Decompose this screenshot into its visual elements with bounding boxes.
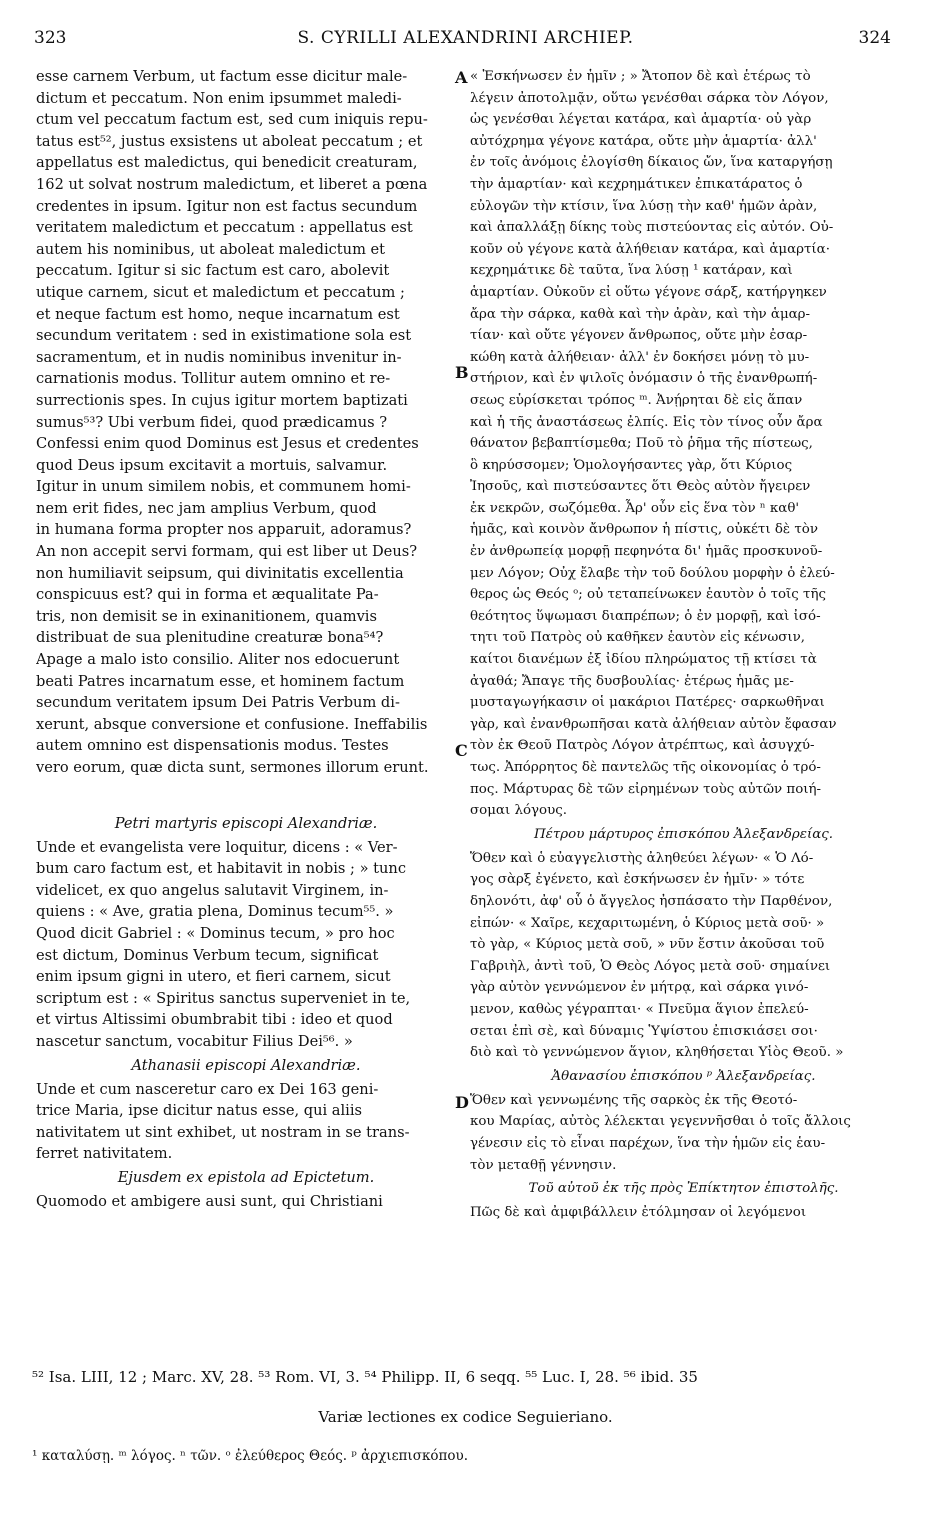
latin-line: trice Maria, ipse dicitur natus esse, qui aliis xyxy=(36,1102,362,1120)
greek-line: λέγειν ἀποτολμᾷν, οὕτω γενέσθαι σάρκα τὸν Λόγον, xyxy=(470,90,829,106)
latin-line: credentes in ipsum. Igitur non est factus secundum xyxy=(36,197,418,215)
greek-heading-epikteton: Τοῦ αὐτοῦ ἐκ τῆς πρὸς Ἐπίκτητον ἐπιστολῆς. xyxy=(528,1181,839,1197)
latin-line: tatus est⁵², justus exsistens ut aboleat peccatum ; et xyxy=(36,132,423,150)
latin-line: 162 ut solvat nostrum maledictum, et liberet a pœna xyxy=(36,175,428,193)
greek-line: τὸν μεταθῇ γέννησιν. xyxy=(470,1157,617,1173)
latin-line: distribuat de sua plenitudine creaturæ bona⁵⁴? xyxy=(36,629,384,647)
latin-line: Unde et evangelista vere loquitur, dicens : « Ver- xyxy=(36,838,398,856)
latin-line: in humana forma propter nos apparuit, adoramus? xyxy=(36,521,412,539)
running-title: S. CYRILLI ALEXANDRINI ARCHIEP. xyxy=(297,28,634,48)
greek-line: κώθη κατὰ ἀλήθειαν· ἀλλ' ἐν δοκήσει μόνῃ τὸ μυ- xyxy=(470,349,810,365)
footnotes: ⁵² Isa. LIII, 12 ; Marc. XV, 28. ⁵³ Rom. VI, 3. ⁵⁴ Philipp. II, 6 seqq. ⁵⁵ Luc. I, 28. ⁵⁶ ibid. 35 xyxy=(32,1368,698,1386)
greek-line: γὰρ αὐτὸν γεννώμενον ἐν μήτρᾳ, καὶ σάρκα γινό- xyxy=(470,980,809,996)
latin-line: surrectionis spes. In cujus igitur mortem baptizati xyxy=(36,391,408,409)
latin-block-3 xyxy=(36,1079,456,1165)
greek-line: τως. Ἀπόρρητος δὲ παντελῶς τῆς οἰκονομίας ὁ τρό- xyxy=(470,760,821,775)
latin-line: Quod dicit Gabriel : « Dominus tecum, » pro hoc xyxy=(36,924,395,942)
latin-line: bum caro factum est, et habitavit in nobis ; » tunc xyxy=(36,860,406,878)
latin-block-1 xyxy=(36,66,456,779)
latin-line: autem omnino est dispensationis modus. Testes xyxy=(36,737,389,755)
latin-line: An non accepit servi formam, qui est liber ut Deus? xyxy=(36,543,418,561)
greek-line: γος σὰρξ ἐγένετο, καὶ ἐσκήνωσεν ἐν ἡμῖν· » τότε xyxy=(470,872,805,888)
margin-letter-b: B xyxy=(455,363,469,382)
greek-line: θερος ὡς Θεός ᵒ; οὐ τεταπείνωκεν ἑαυτὸν ὁ τοῖς τῆς xyxy=(470,587,826,603)
greek-line: ὃ κηρύσσομεν; Ὁμολογήσαντες γὰρ, ὅτι Κύριος xyxy=(470,457,793,473)
greek-line: τίαν· καὶ οὔτε γέγονεν ἄνθρωπος, οὔτε μὴν ἐσαρ- xyxy=(470,328,808,344)
greek-line: θεότητος ὕψωμασι διαπρέπων; ὁ ἐν μορφῇ, καὶ ἰσό- xyxy=(470,608,821,624)
latin-line: Unde et cum nasceretur caro ex Dei 163 geni- xyxy=(36,1080,379,1098)
latin-line: nascetur sanctum, vocabitur Filius Dei⁵⁶. » xyxy=(36,1032,353,1050)
greek-line: ἐν τοῖς ἀνόμοις ἐλογίσθη δίκαιος ὤν, ἵνα καταργήσῃ xyxy=(470,155,833,171)
greek-block-1 xyxy=(470,66,897,822)
latin-line: et neque factum est homo, neque incarnatum est xyxy=(36,305,400,323)
latin-line: sumus⁵³? Ubi verbum fidei, quod prædicamus ? xyxy=(36,413,388,431)
latin-block-2 xyxy=(36,837,456,1053)
latin-line: non humiliavit seipsum, qui divinitatis excellentia xyxy=(36,564,404,582)
greek-line: θάνατον βεβαπτίσμεθα; Ποῦ τὸ ῥῆμα τῆς πίστεως, xyxy=(470,436,813,452)
latin-line: peccatum. Igitur si sic factum est caro, abolevit xyxy=(36,262,390,280)
latin-line: quiens : « Ave, gratia plena, Dominus tecum⁵⁵. » xyxy=(36,903,394,921)
running-header xyxy=(0,28,931,54)
greek-line: διὸ καὶ τὸ γεννώμενον ἅγιον, κληθήσεται Υἱὸς Θεοῦ. » xyxy=(470,1045,844,1061)
greek-line: ἀγαθά; Ἄπαγε τῆς δυσβουλίας· ἑτέρως ἡμᾶς με- xyxy=(470,673,794,689)
page-number-right: 324 xyxy=(858,28,891,48)
greek-line: μεν Λόγον; Οὐχ ἔλαβε τὴν τοῦ δούλου μορφὴν ὁ ἐλεύ- xyxy=(470,565,835,581)
variae-title: Variæ lectiones ex codice Seguieriano. xyxy=(318,1408,613,1426)
variae-lectiones: ¹ καταλύσῃ. ᵐ λόγος. ⁿ τῶν. ᵒ ἐλεύθερος Θεός. ᵖ ἀρχιεπισκόπου. xyxy=(32,1448,469,1464)
latin-line: nem erit fides, nec jam amplius Verbum, quod xyxy=(36,499,377,517)
margin-letter-c: C xyxy=(455,741,468,760)
latin-line: ferret nativitatem. xyxy=(36,1145,173,1163)
greek-line: δηλονότι, ἀφ' οὗ ὁ ἄγγελος ἠσπάσατο τὴν Παρθένον, xyxy=(470,893,833,909)
latin-line: Quomodo et ambigere ausi sunt, qui Christiani xyxy=(36,1192,383,1210)
greek-line: Πῶς δὲ καὶ ἀμφιβάλλειν ἐτόλμησαν οἱ λεγόμενοι xyxy=(470,1205,807,1221)
greek-line: « Ἐσκήνωσεν ἐν ἡμῖν ; » Ἄτοπον δὲ καὶ ἑτέρως τὸ xyxy=(470,69,811,84)
latin-line: scriptum est : « Spiritus sanctus superveniet in te, xyxy=(36,989,411,1007)
greek-heading-petrou: Πέτρου μάρτυρος ἐπισκόπου Ἀλεξανδρείας. xyxy=(533,826,833,842)
greek-line: καὶ ἡ τῆς ἀναστάσεως ἐλπίς. Εἰς τὸν τίνος οὖν ἄρα xyxy=(470,414,823,430)
latin-heading-epictetum: Ejusdem ex epistola ad Epictetum. xyxy=(117,1168,375,1186)
greek-block-4 xyxy=(470,1202,897,1224)
latin-line: est dictum, Dominus Verbum tecum, significat xyxy=(36,946,379,964)
greek-line: καίτοι διανέμων ἐξ ἰδίου πληρώματος τῇ κτίσει τὰ xyxy=(470,652,817,668)
margin-letter-a: A xyxy=(455,68,468,87)
greek-line: κου Μαρίας, αὐτὸς λέλεκται γεγεννῆσθαι ὁ τοῖς ἄλλοις xyxy=(470,1114,851,1130)
greek-line: καὶ ἀπαλλάξῃ δίκης τοὺς πιστεύοντας εἰς αὐτόν. Οὐ- xyxy=(470,220,834,236)
greek-heading-athanasiou: Ἀθανασίου ἐπισκόπου ᵖ Ἀλεξανδρείας. xyxy=(551,1068,816,1084)
latin-line: Igitur in unum similem nobis, et communem homi- xyxy=(36,478,411,496)
greek-block-3 xyxy=(470,1090,897,1176)
latin-line: secundum veritatem : sed in existimatione sola est xyxy=(36,327,412,345)
greek-line: μενον, καθὼς γέγραπται· « Πνεῦμα ἅγιον ἐπελεύ- xyxy=(470,1001,809,1017)
greek-line: Ὅθεν καὶ ὁ εὐαγγελιστὴς ἀληθεύει λέγων· « Ὁ Λό- xyxy=(470,850,814,866)
greek-line: Γαβριὴλ, ἀντὶ τοῦ, Ὁ Θεὸς Λόγος μετὰ σοῦ· σημαίνει xyxy=(470,958,831,974)
greek-line: εὐλογῶν τὴν κτίσιν, ἵνα λύσῃ τὴν καθ' ἡμῶν ἀρὰν, xyxy=(470,198,818,214)
greek-line: ἡμᾶς, καὶ κοινὸν ἄνθρωπον ἡ πίστις, οὐκέτι δὲ τὸν xyxy=(470,522,818,538)
latin-line: sacramentum, et in nudis nominibus invenitur in- xyxy=(36,348,402,366)
greek-line: σεως εὑρίσκεται τρόπος ᵐ. Ἀνῄρηται δὲ εἰς ἅπαν xyxy=(470,392,803,408)
greek-line: πος. Μάρτυρας δὲ τῶν εἰρημένων τοὺς αὐτῶν ποιή- xyxy=(470,781,822,797)
latin-line: esse carnem Verbum, ut factum esse dicitur male- xyxy=(36,68,408,85)
greek-line: γένεσιν εἰς τὸ εἶναι παρέχων, ἵνα τὴν ἡμῶν εἰς ἑαυ- xyxy=(470,1135,826,1151)
greek-block-2 xyxy=(470,848,897,1064)
page-number-left: 323 xyxy=(34,28,67,48)
latin-line: enim ipsum gigni in utero, et fieri carnem, sicut xyxy=(36,968,391,986)
greek-line: σεται ἐπὶ σὲ, καὶ δύναμις Ὑψίστου ἐπισκιάσει σοι· xyxy=(470,1023,818,1039)
greek-line: αὐτόχρημα γέγονε κατάρα, οὔτε μὴν ἁμαρτία· ἀλλ' xyxy=(470,133,817,149)
greek-line: ἁμαρτίαν. Οὐκοῦν εἰ οὕτω γέγονε σάρξ, κατήργηκεν xyxy=(470,284,827,300)
greek-line: σομαι λόγους. xyxy=(470,803,567,819)
greek-line: κεχρημάτικε δὲ ταῦτα, ἵνα λύσῃ ¹ κατάραν, καὶ xyxy=(470,263,793,279)
latin-line: vero eorum, quæ dicta sunt, sermones illorum erunt. xyxy=(36,759,429,776)
latin-line: tris, non demisit se in exinanitionem, quamvis xyxy=(36,607,377,625)
latin-heading-athanasii: Athanasii episcopi Alexandriæ. xyxy=(131,1056,361,1074)
latin-line: nativitatem ut sint exhibet, ut nostram in se trans- xyxy=(36,1123,410,1141)
greek-line: ἐκ νεκρῶν, σωζόμεθα. Ἆρ' οὖν εἰς ἕνα τὸν ⁿ καθ' xyxy=(470,500,800,516)
latin-line: utique carnem, sicut et maledictum et peccatum ; xyxy=(36,283,405,301)
greek-line: γὰρ, καὶ ἐνανθρωπῆσαι κατὰ ἀλήθειαν αὐτὸν ἔφασαν xyxy=(470,716,837,732)
latin-column xyxy=(36,66,456,1213)
latin-line: dictum et peccatum. Non enim ipsummet maledi- xyxy=(36,89,402,107)
greek-column xyxy=(470,66,897,1224)
latin-line: Confessi enim quod Dominus est Jesus et credentes xyxy=(36,435,419,453)
latin-line: beati Patres incarnatum esse, et hominem factum xyxy=(36,672,405,690)
greek-line: εἰπών· « Χαῖρε, κεχαριτωμένη, ὁ Κύριος μετὰ σοῦ· » xyxy=(470,915,825,931)
latin-line: videlicet, ex quo angelus salutavit Virginem, in- xyxy=(36,881,389,899)
latin-line: quod Deus ipsum excitavit a mortuis, salvamur. xyxy=(36,456,388,474)
latin-line: et virtus Altissimi obumbrabit tibi : ideo et quod xyxy=(36,1011,393,1029)
greek-line: ὡς γενέσθαι λέγεται κατάρα, καὶ ἁμαρτία· οὐ γὰρ xyxy=(470,112,812,128)
margin-letter-d: D xyxy=(455,1093,469,1112)
latin-line: Apage a malo isto consilio. Aliter nos edocuerunt xyxy=(36,651,400,669)
latin-line: secundum veritatem ipsum Dei Patris Verbum di- xyxy=(36,694,400,712)
latin-line: veritatem maledictum et peccatum : appellatus est xyxy=(36,219,413,237)
greek-line: τὸν ἐκ Θεοῦ Πατρὸς Λόγον ἀτρέπτως, καὶ ἀσυγχύ- xyxy=(470,738,815,754)
latin-line: appellatus est maledictus, qui benedicit creaturam, xyxy=(36,154,418,172)
latin-line: carnationis modus. Tollitur autem omnino et re- xyxy=(36,370,391,388)
greek-line: τητι τοῦ Πατρὸς οὐ καθῆκεν ἑαυτὸν εἰς κένωσιν, xyxy=(470,630,806,646)
latin-line: autem his nominibus, ut aboleat maledictum et xyxy=(36,240,386,258)
greek-line: τὸ γὰρ, « Κύριος μετὰ σοῦ, » νῦν ἔστιν ἀκοῦσαι τοῦ xyxy=(470,937,825,953)
greek-line: μυσταγωγήκασιν οἱ μακάριοι Πατέρες· σαρκωθῆναι xyxy=(470,695,825,711)
latin-line: ctum vel peccatum factum est, sed cum iniquis repu- xyxy=(36,111,428,129)
greek-line: Ὅθεν καὶ γεννωμένης τῆς σαρκὸς ἐκ τῆς Θεοτό- xyxy=(470,1092,798,1108)
greek-line: Ἰησοῦς, καὶ πιστεύσαντες ὅτι Θεὸς αὐτὸν ἤγειρεν xyxy=(470,479,811,495)
latin-block-4 xyxy=(36,1191,456,1213)
greek-line: τὴν ἁμαρτίαν· καὶ κεχρημάτικεν ἐπικατάρατος ὁ xyxy=(470,176,803,192)
latin-heading-petri: Petri martyris episcopi Alexandriæ. xyxy=(114,814,378,832)
greek-line: ἐν ἀνθρωπείᾳ μορφῇ πεφηνότα δι' ἡμᾶς προσκυνοῦ- xyxy=(470,544,823,560)
latin-line: xerunt, absque conversione et confusione. Ineffabilis xyxy=(36,715,428,733)
greek-line: ἄρα τὴν σάρκα, καθὰ καὶ τὴν ἀρὰν, καὶ τὴν ἁμαρ- xyxy=(470,306,811,322)
latin-line: conspicuus est? qui in forma et æqualitate Pa- xyxy=(36,586,379,604)
greek-line: στήριον, καὶ ἐν ψιλοῖς ὀνόμασιν ὁ τῆς ἐνανθρωπή- xyxy=(470,371,818,387)
greek-line: κοῦν οὐ γέγονε κατὰ ἀλήθειαν κατάρα, καὶ ἁμαρτία· xyxy=(470,241,830,257)
